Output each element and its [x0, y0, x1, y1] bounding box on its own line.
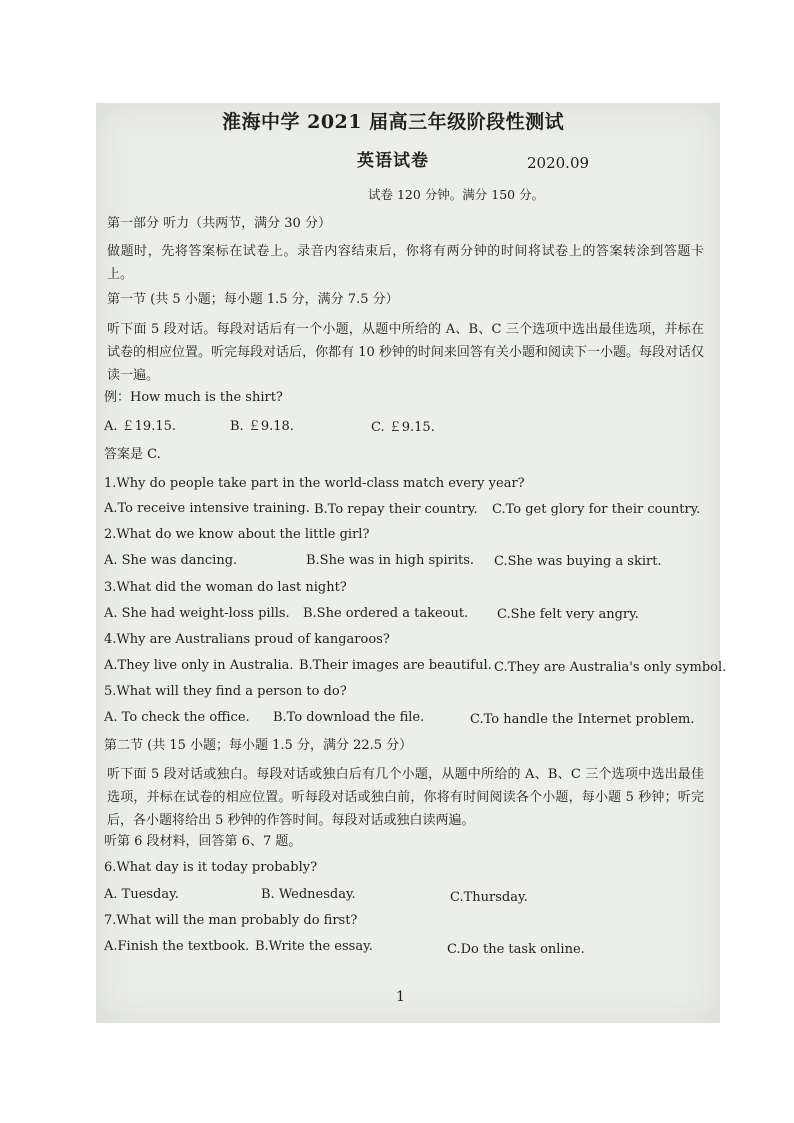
q4-option-a: A.They live only in Australia. — [104, 658, 294, 673]
q3-option-c: C.She felt very angry. — [497, 607, 639, 622]
q6-option-b: B. Wednesday. — [261, 887, 356, 902]
exam-date: 2020.09 — [527, 154, 590, 172]
question-2: 2.What do we know about the little girl? — [104, 527, 370, 542]
exam-title: 淮海中学 2021 届高三年级阶段性测试 — [222, 111, 565, 133]
question-4: 4.Why are Australians proud of kangaroos? — [104, 632, 390, 647]
example-option-b: B. ￡9.18. — [230, 419, 294, 434]
q7-option-c: C.Do the task online. — [447, 942, 585, 957]
section2-intro: 听下面 5 段对话或独白。每段对话或独白后有几个小题，从题中所给的 A、B、C 三个选项中选出最佳选项，并标在试卷的相应位置。听每段对话或独白前，你将有时间阅读各个小题，每小题 5 秒钟；听完后，各小题将给出 5 秒钟的作答时间。每段对话或独白读两遍。 — [107, 767, 704, 828]
q7-option-b: B.Write the essay. — [255, 939, 373, 954]
q5-option-a: A. To check the office. — [104, 710, 250, 725]
q2-option-c: C.She was buying a skirt. — [494, 554, 662, 569]
exam-subtitle: 英语试卷 — [357, 151, 429, 171]
part1-intro: 做题时，先将答案标在试卷上。录音内容结束后，你将有两分钟的时间将试卷上的答案转涂到答题卡上。 — [107, 244, 704, 282]
section1-intro: 听下面 5 段对话。每段对话后有一个小题，从题中所给的 A、B、C 三个选项中选出最佳选项，并标在试卷的相应位置。听完每段对话后，你都有 10 秒钟的时间来回答有关小题和阅读下一小题。每段对话仅读一遍。 — [107, 322, 704, 383]
exam-info: 试卷 120 分钟。满分 150 分。 — [368, 187, 545, 202]
q4-option-b: B.Their images are beautiful. — [299, 658, 492, 673]
example-option-c: C. ￡9.15. — [371, 420, 435, 435]
q7-option-a: A.Finish the textbook. — [104, 939, 250, 954]
material-6-instruction: 听第 6 段材料，回答第 6、7 题。 — [104, 834, 302, 849]
q1-option-a: A.To receive intensive training. — [104, 501, 310, 516]
q1-option-b: B.To repay their country. — [314, 502, 478, 517]
q6-option-a: A. Tuesday. — [104, 887, 179, 902]
section1-heading: 第一节 (共 5 小题；每小题 1.5 分，满分 7.5 分） — [107, 292, 399, 307]
question-3: 3.What did the woman do last night? — [104, 580, 347, 595]
question-1: 1.Why do people take part in the world-class match every year? — [104, 476, 525, 491]
section2-heading: 第二节 (共 15 小题；每小题 1.5 分，满分 22.5 分） — [104, 738, 413, 753]
q3-option-b: B.She ordered a takeout. — [303, 606, 469, 621]
q4-option-c: C.They are Australia's only symbol. — [494, 660, 727, 675]
example-answer: 答案是 C. — [104, 447, 161, 462]
q5-option-c: C.To handle the Internet problem. — [470, 712, 695, 727]
question-7: 7.What will the man probably do first? — [104, 913, 358, 928]
q1-option-c: C.To get glory for their country. — [492, 502, 701, 517]
example-option-a: A. ￡19.15. — [104, 419, 177, 434]
q3-option-a: A. She had weight-loss pills. — [104, 606, 290, 621]
q2-option-b: B.She was in high spirits. — [306, 553, 475, 568]
part1-heading: 第一部分 听力（共两节，满分 30 分） — [107, 216, 331, 231]
question-6: 6.What day is it today probably? — [104, 860, 318, 875]
q2-option-a: A. She was dancing. — [104, 553, 238, 568]
q5-option-b: B.To download the file. — [273, 710, 425, 725]
question-5: 5.What will they find a person to do? — [104, 684, 347, 699]
example-question: 例：How much is the shirt? — [104, 390, 283, 405]
q6-option-c: C.Thursday. — [450, 890, 528, 905]
page-number: 1 — [396, 989, 405, 1005]
